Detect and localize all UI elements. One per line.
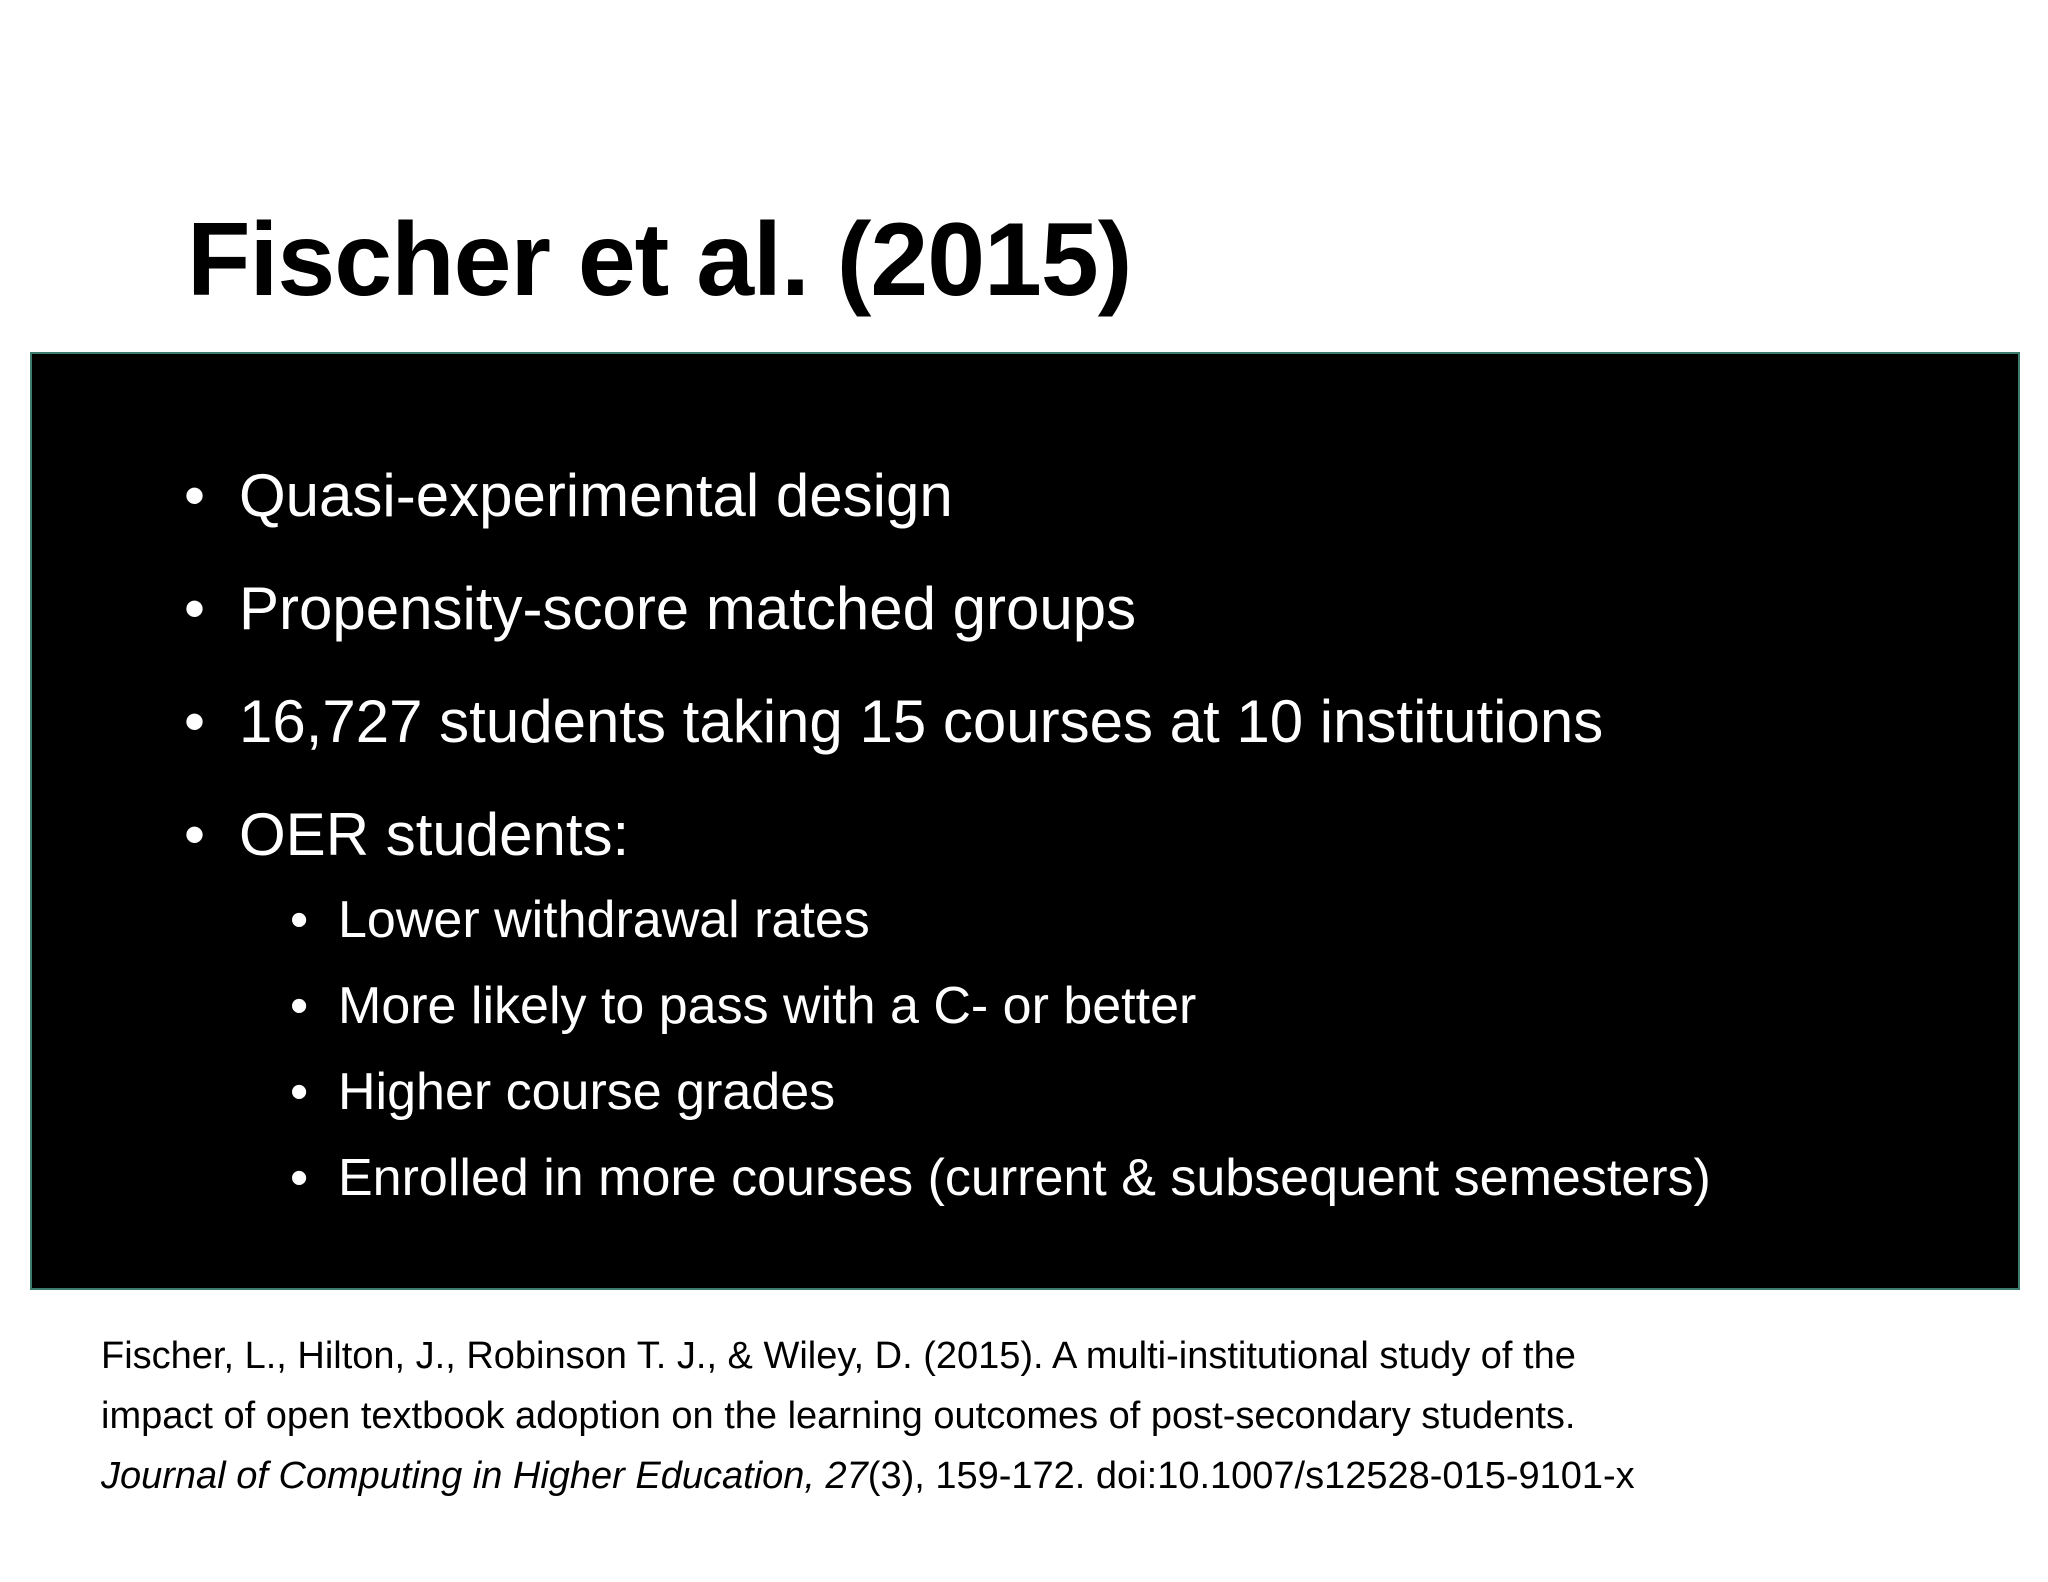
sub-bullet-text: Lower withdrawal rates [338, 891, 870, 949]
bullet-text: Quasi-experimental design [239, 462, 953, 529]
bullet-text: Propensity-score matched groups [239, 575, 1137, 642]
sub-bullet-text: Higher course grades [338, 1063, 836, 1121]
bullet-text: OER students: [239, 801, 630, 868]
bullet-dot: • [290, 891, 309, 949]
content-box [30, 352, 2020, 1290]
bullet-text: 16,727 students taking 15 courses at 10 institutions [239, 688, 1604, 755]
sub-bullet-text: More likely to pass with a C- or better [338, 977, 1197, 1035]
citation [101, 1326, 2001, 1506]
citation-line-2: impact of open textbook adoption on the learning outcomes of post-secondary students. [101, 1395, 1576, 1437]
bullet-dot: • [184, 575, 206, 642]
bullet-dot: • [290, 1149, 309, 1207]
bullet-dot: • [184, 801, 206, 868]
citation-journal: Journal of Computing in Higher Education, 27 [101, 1455, 868, 1497]
sub-bullet-text: Enrolled in more courses (current & subsequent semesters) [338, 1149, 1711, 1207]
citation-details: (3), 159-172. doi:10.1007/s12528-015-9101-x [867, 1455, 1635, 1497]
bullet-dot: • [290, 1063, 309, 1121]
citation-line-1: Fischer, L., Hilton, J., Robinson T. J., & Wiley, D. (2015). A multi-institutional study of the [101, 1335, 1576, 1377]
bullet-dot: • [184, 688, 206, 755]
bullet-dot: • [184, 462, 206, 529]
bullet-dot: • [290, 977, 309, 1035]
citation-line-3 [101, 1446, 2001, 1506]
slide-title: Fischer et al. (2015) [187, 202, 1132, 318]
